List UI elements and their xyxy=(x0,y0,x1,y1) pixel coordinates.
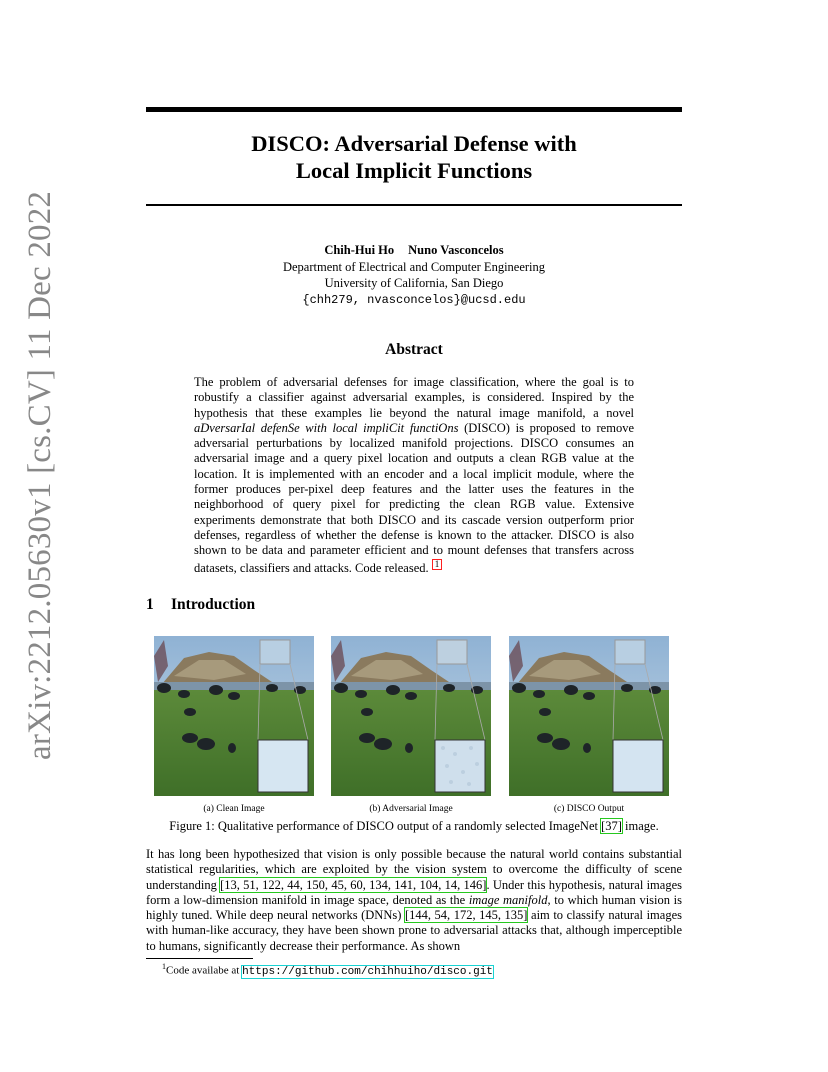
citation-link[interactable]: [37] xyxy=(601,819,622,833)
author-emails: {chh279, nvasconcelos}@ucsd.edu xyxy=(302,292,526,307)
section-heading-introduction xyxy=(146,596,255,614)
title-bottom-rule xyxy=(146,204,682,206)
citation-group-2[interactable]: [144, 54, 172, 145, 135] xyxy=(404,908,528,923)
title-top-rule xyxy=(146,107,682,112)
title-line-1: DISCO: Adversarial Defense with xyxy=(251,131,577,156)
figure-panel-disco-output xyxy=(509,636,669,796)
figure-panel-adversarial xyxy=(331,636,491,796)
subcaption-a: (a) Clean Image xyxy=(203,804,265,814)
author-2: Nuno Vasconcelos xyxy=(408,243,504,257)
code-url-link[interactable]: https://github.com/chihhuiho/disco.git xyxy=(242,965,493,978)
footnote-marker: 1 xyxy=(162,962,166,971)
arxiv-identifier: arXiv:2212.05630v1 [cs.CV] 11 Dec 2022 xyxy=(22,190,58,760)
author-block xyxy=(146,242,682,308)
abstract-text xyxy=(194,375,634,576)
footnote-text: Code availabe at xyxy=(166,964,243,977)
footnote xyxy=(146,962,493,978)
intro-text-2: . Under this hypothesis, natural images form a low-dimension manifold in image space, denoted as the xyxy=(146,877,682,907)
figure-caption-end: image. xyxy=(621,819,659,833)
intro-text-4: aim to classify natural images with human-like accuracy, they have been shown prone to adversarial attacks that, although imperceptible to humans, significantly decrease their performance. As shown xyxy=(146,908,682,953)
subcaption-b: (b) Adversarial Image xyxy=(369,804,453,814)
intro-italic-term: image manifold xyxy=(468,892,548,907)
intro-text-1: It has long been hypothesized that vision is only possible because the natural world contains substantial statistical regularities, which are exploited by the vision system to overcome the difficulty of scene understanding xyxy=(146,847,682,892)
figure-panel-clean xyxy=(154,636,314,796)
section-number: 1 xyxy=(146,596,154,613)
abstract-part-2: (DISCO) is proposed to remove adversarial perturbations by localized manifold projections. DISCO consumes an adversarial image and a query pixel location and outputs a clean RGB value at the location. It is implemented with an encoder and a local implicit module, where the former produces per-pixel deep features and the latter uses the features in the neighborhood of query pixel for predicting the clean RGB value. Extensive experiments demonstrate that both DISCO and its cascade version outperform prior defenses, regardless of whether the defense is known to the attacker. DISCO is also shown to be data and parameter efficient and to mount defenses that transfers across datasets, classifiers and attacks. Code released. xyxy=(194,420,634,575)
subcaption-c: (c) DISCO Output xyxy=(553,804,625,814)
figure-caption-text: Figure 1: Qualitative performance of DISCO output of a randomly selected ImageNet xyxy=(169,819,602,833)
intro-text-3: , to which human vision is highly tuned. While deep neural networks (DNNs) xyxy=(146,892,682,923)
affiliation-department: Department of Electrical and Computer Engineering xyxy=(282,259,546,274)
disco-output-image xyxy=(509,636,669,796)
abstract-part-1: The problem of adversarial defenses for image classification, where the goal is to robustify a classifier against adversarial examples, is considered. Inspired by the hypothesis that these examples lie beyond the natural image manifold, a novel xyxy=(194,375,634,420)
affiliation-university: University of California, San Diego xyxy=(324,276,504,290)
footnote-rule xyxy=(146,958,253,959)
clean-image xyxy=(154,636,314,796)
author-names xyxy=(146,242,682,259)
introduction-paragraph xyxy=(146,847,682,954)
footnote-link[interactable]: 1 xyxy=(432,559,443,570)
figure-caption xyxy=(146,819,682,834)
citation-group-1[interactable]: [13, 51, 122, 44, 150, 45, 60, 134, 141, 104, 14, 146] xyxy=(220,877,487,892)
section-title: Introduction xyxy=(171,596,256,613)
author-1: Chih-Hui Ho xyxy=(324,243,395,257)
paper-title xyxy=(146,130,682,184)
abstract-method-name: aDversarIal defenSe with local impliCit functiOns xyxy=(194,420,459,435)
adversarial-image xyxy=(331,636,491,796)
abstract-heading: Abstract xyxy=(385,341,443,358)
title-line-2: Local Implicit Functions xyxy=(295,158,533,183)
